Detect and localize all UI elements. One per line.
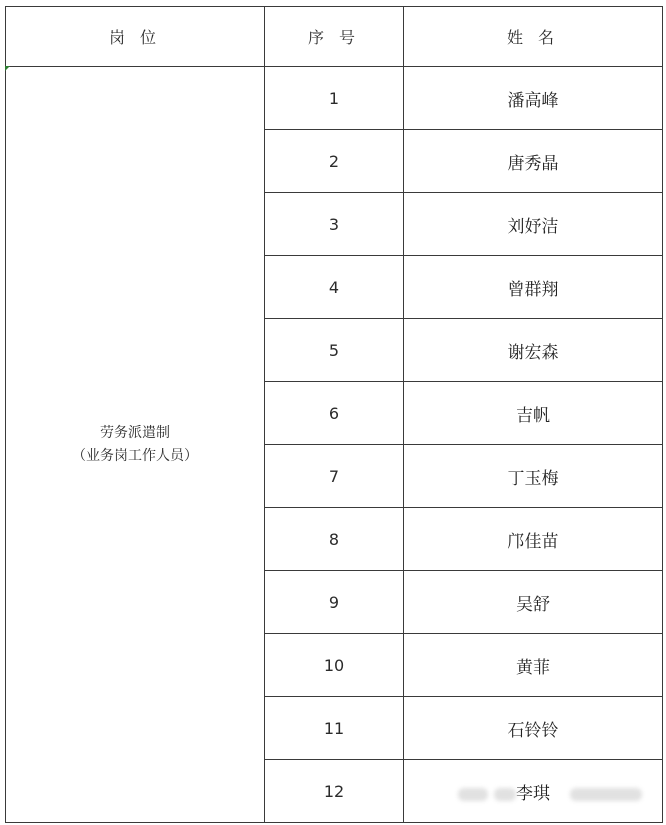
roster-table bbox=[5, 6, 663, 823]
post-subtitle: （业务岗工作人员） bbox=[72, 447, 198, 464]
row-number: 11 bbox=[265, 697, 404, 760]
person-name: 刘妤洁 bbox=[404, 193, 663, 256]
person-name: 李琪 bbox=[404, 760, 663, 823]
person-name: 吉帆 bbox=[404, 382, 663, 445]
row-number: 1 bbox=[265, 67, 404, 130]
post-title: 劳务派遣制 bbox=[100, 424, 170, 441]
table-row bbox=[6, 67, 663, 130]
person-name: 黄菲 bbox=[404, 634, 663, 697]
person-name: 丁玉梅 bbox=[404, 445, 663, 508]
row-number: 4 bbox=[265, 256, 404, 319]
header-row bbox=[6, 7, 663, 67]
person-name: 邝佳苗 bbox=[404, 508, 663, 571]
row-number: 9 bbox=[265, 571, 404, 634]
person-name: 唐秀晶 bbox=[404, 130, 663, 193]
person-name: 潘高峰 bbox=[404, 67, 663, 130]
post-cell bbox=[6, 67, 265, 823]
cell-corner-marker-icon bbox=[5, 66, 10, 71]
row-number: 7 bbox=[265, 445, 404, 508]
row-number: 8 bbox=[265, 508, 404, 571]
row-number: 5 bbox=[265, 319, 404, 382]
row-number: 6 bbox=[265, 382, 404, 445]
roster-sheet bbox=[5, 6, 662, 821]
row-number: 10 bbox=[265, 634, 404, 697]
person-name: 吴舒 bbox=[404, 571, 663, 634]
row-number: 2 bbox=[265, 130, 404, 193]
row-number: 3 bbox=[265, 193, 404, 256]
person-name: 曾群翔 bbox=[404, 256, 663, 319]
header-number: 序 号 bbox=[265, 7, 404, 67]
row-number: 12 bbox=[265, 760, 404, 823]
header-name: 姓 名 bbox=[404, 7, 663, 67]
header-post: 岗 位 bbox=[6, 7, 265, 67]
person-name: 谢宏森 bbox=[404, 319, 663, 382]
person-name: 石铃铃 bbox=[404, 697, 663, 760]
